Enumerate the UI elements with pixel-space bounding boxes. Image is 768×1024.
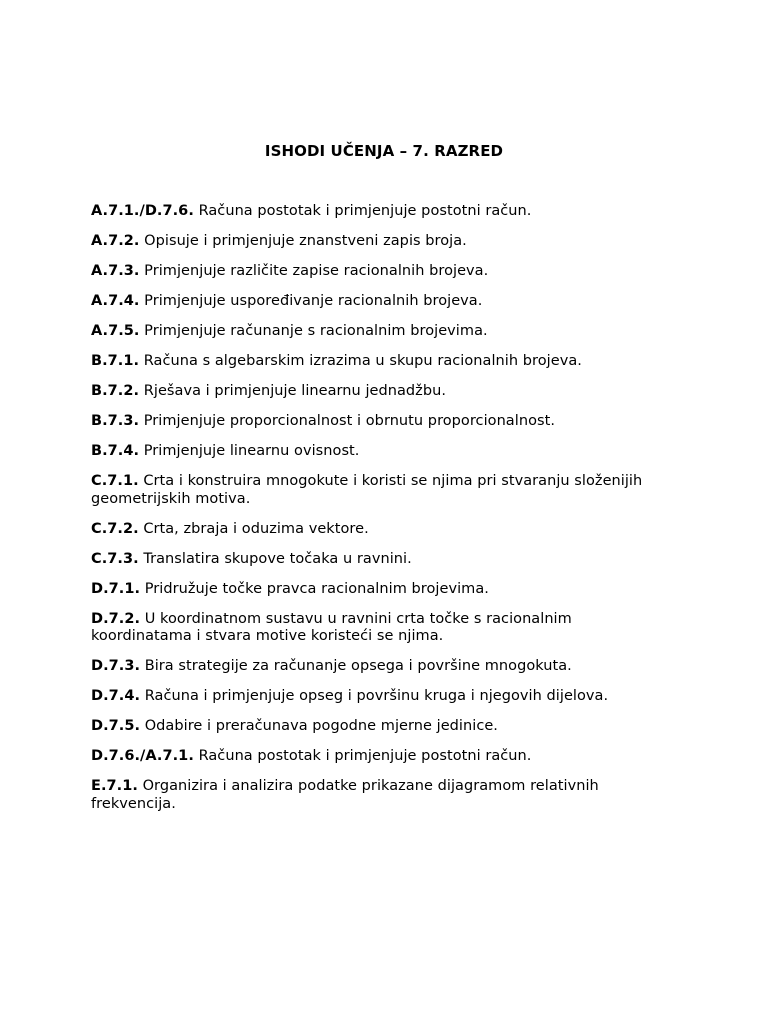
outcome-code: D.7.3. [91, 658, 141, 674]
outcome-code: E.7.1. [91, 778, 138, 794]
page-title: ISHODI UČENJA – 7. RAZRED [264, 142, 504, 160]
outcome-text: Odabire i preračunava pogodne mjerne jedinice. [144, 718, 498, 734]
outcome-item [91, 611, 651, 646]
outcome-text: Računa s algebarskim izrazima u skupu racionalnih brojeva. [143, 353, 582, 369]
outcome-text: Primjenjuje računanje s racionalnim brojevima. [144, 323, 488, 339]
outcome-text: Računa postotak i primjenjuje postotni račun. [198, 748, 532, 764]
outcome-code: B.7.2. [91, 383, 140, 399]
outcome-item [91, 323, 651, 341]
outcome-code: A.7.2. [91, 233, 140, 249]
outcome-item [91, 748, 651, 766]
outcome-code: C.7.1. [91, 473, 139, 489]
outcome-code: C.7.3. [91, 550, 139, 567]
outcome-text: Primjenjuje linearnu ovisnost. [143, 443, 360, 459]
outcome-text: U koordinatnom sustavu u ravnini crta točke s racionalnim koordinatama i stvara motive koristeći se njima. [91, 610, 572, 644]
outcome-code: D.7.4. [91, 688, 141, 704]
outcome-item [91, 718, 651, 736]
outcome-item [91, 688, 651, 706]
outcome-text: Računa i primjenjuje opseg i površinu kruga i njegovih dijelova. [144, 688, 609, 704]
outcome-text: Crta, zbraja i oduzima vektore. [143, 520, 369, 537]
outcome-item [91, 778, 651, 813]
outcome-item [91, 383, 651, 401]
outcome-item [91, 233, 651, 251]
outcome-text: Primjenjuje različite zapise racionalnih brojeva. [144, 263, 489, 279]
outcome-item [91, 581, 651, 599]
outcome-text: Organizira i analizira podatke prikazane dijagramom relativnih frekvencija. [91, 778, 599, 812]
outcome-text: Rješava i primjenjuje linearnu jednadžbu. [143, 383, 446, 399]
outcome-item [91, 473, 651, 508]
outcome-code: A.7.4. [91, 293, 140, 309]
outcome-code: A.7.3. [91, 263, 140, 279]
outcome-item [91, 263, 651, 281]
outcome-text: Pridružuje točke pravca racionalnim brojevima. [144, 580, 489, 597]
outcome-item [91, 521, 651, 539]
outcome-item [91, 413, 651, 431]
outcome-text: Bira strategije za računanje opsega i površine mnogokuta. [144, 658, 572, 674]
outcome-code: D.7.1. [91, 580, 141, 597]
outcome-item [91, 203, 651, 221]
outcome-item [91, 551, 651, 569]
outcome-code: D.7.5. [91, 718, 141, 734]
outcome-code: B.7.3. [91, 413, 140, 429]
outcome-item [91, 658, 651, 676]
outcome-code: C.7.2. [91, 520, 139, 537]
outcome-code: D.7.6./A.7.1. [91, 748, 194, 764]
outcome-code: D.7.2. [91, 610, 141, 627]
outcome-text: Crta i konstruira mnogokute i koristi se njima pri stvaranju složenijih geometrijskih motiva. [91, 473, 643, 507]
outcome-code: A.7.1./D.7.6. [91, 203, 194, 219]
outcome-item [91, 353, 651, 371]
outcome-text: Računa postotak i primjenjuje postotni račun. [198, 203, 532, 219]
outcome-code: B.7.4. [91, 443, 140, 459]
outcome-text: Translatira skupove točaka u ravnini. [143, 550, 412, 567]
outcome-code: B.7.1. [91, 353, 140, 369]
outcomes-list [91, 203, 651, 826]
outcome-text: Primjenjuje proporcionalnost i obrnutu proporcionalnost. [143, 413, 555, 429]
outcome-text: Opisuje i primjenjuje znanstveni zapis broja. [144, 233, 467, 249]
outcome-item [91, 443, 651, 461]
outcome-text: Primjenjuje uspoređivanje racionalnih brojeva. [144, 293, 483, 309]
outcome-code: A.7.5. [91, 323, 140, 339]
outcome-item [91, 293, 651, 311]
